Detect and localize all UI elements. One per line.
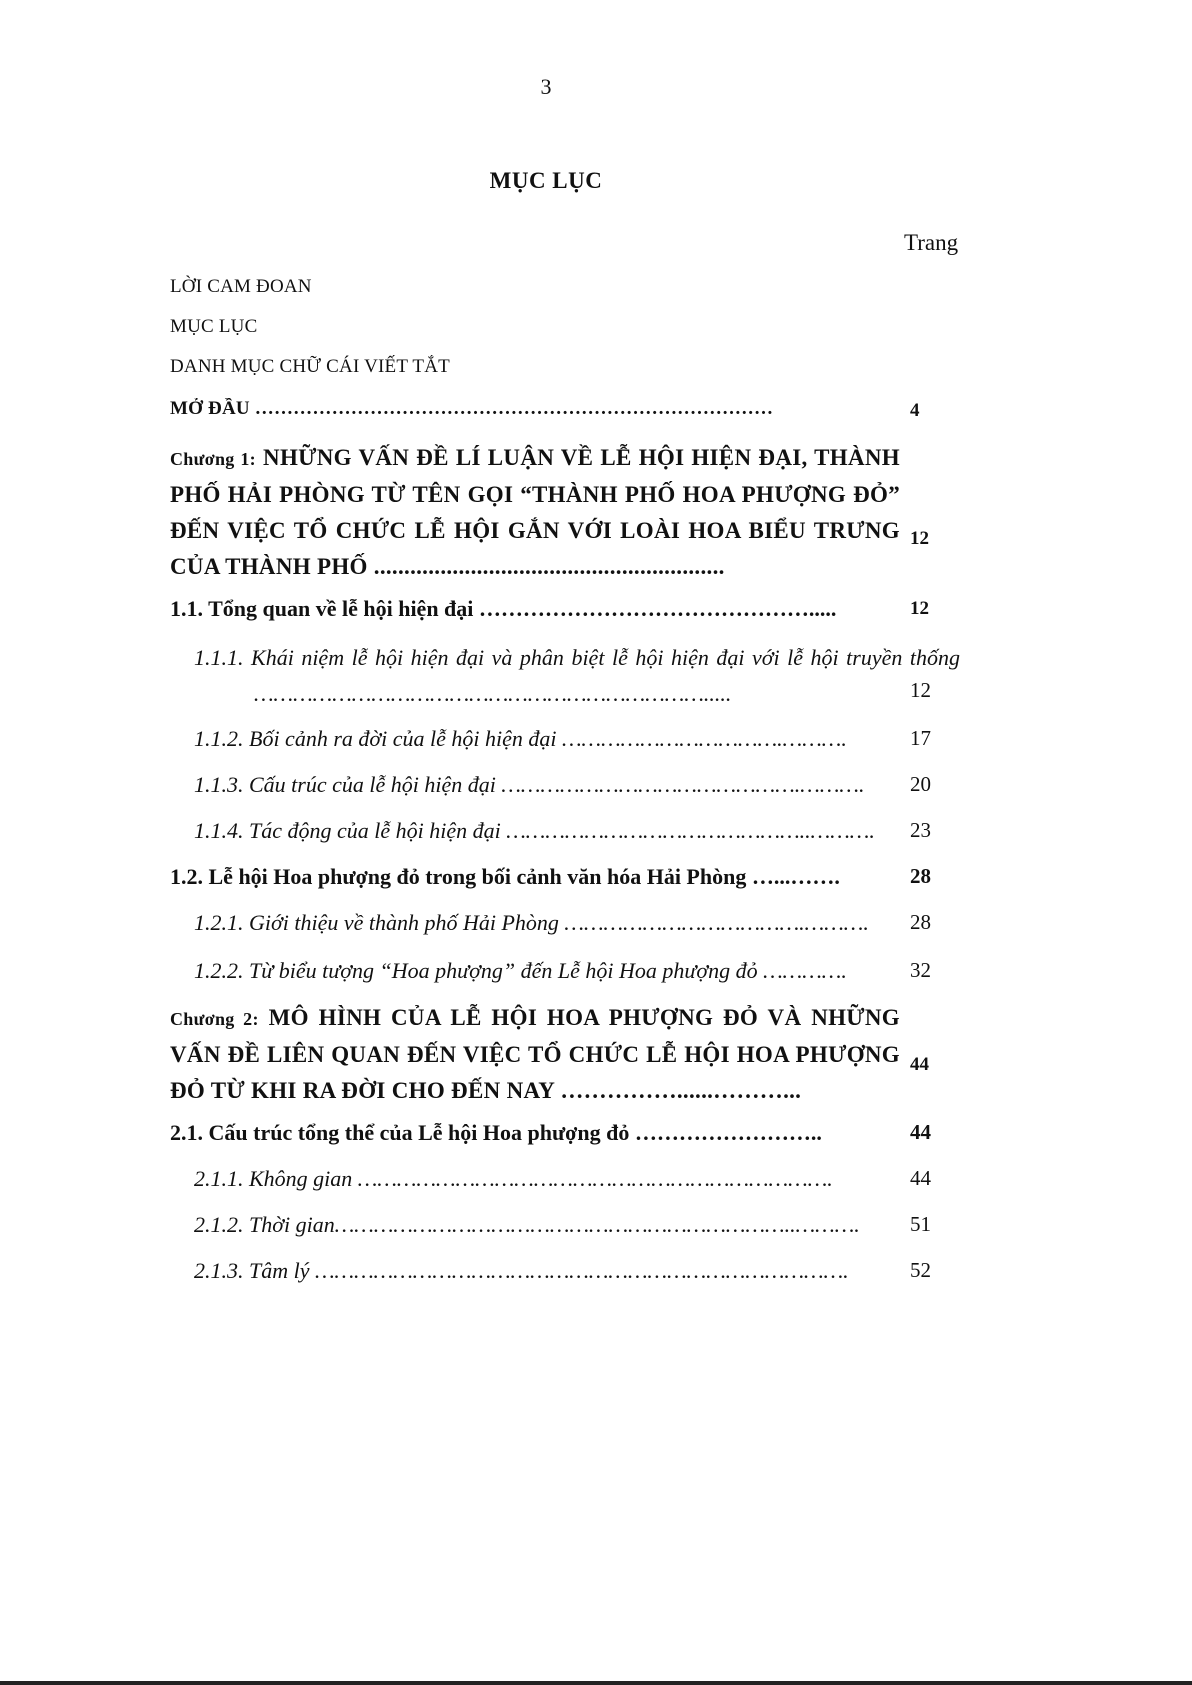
toc-entry-page: 52 xyxy=(910,1258,931,1282)
toc-entry-text: MÔ HÌNH CỦA LỄ HỘI HOA PHƯỢNG ĐỎ VÀ NHỮNG VẤN ĐỀ LIÊN QUAN ĐẾN VIỆC TỔ CHỨC LỄ HỘI HOA PHƯỢNG ĐỎ TỪ KHI RA ĐỜI CHO ĐẾN NAY ……………......………... xyxy=(170,1005,901,1103)
toc-entry-text: 1.1.1. Khái niệm lễ hội hiện đại và phân biệt lễ hội hiện đại với lễ hội truyền thống ……………………………………………………………..... xyxy=(194,645,960,706)
toc-entry-subsection[interactable] xyxy=(194,818,960,844)
toc-entry-page: 44 xyxy=(910,1054,929,1075)
toc-entry-chapter[interactable] xyxy=(170,440,960,585)
toc-entry-subsection[interactable] xyxy=(194,640,960,712)
toc-entry-page: 12 xyxy=(910,678,931,702)
toc-entry-page: 44 xyxy=(910,1166,931,1190)
toc-entry-page: 12 xyxy=(910,598,929,619)
toc-entry-text: 1.2.2. Từ biểu tượng “Hoa phượng” đến Lễ hội Hoa phượng đỏ …………. xyxy=(194,958,847,983)
chapter-prefix: Chương 2: xyxy=(170,1009,259,1029)
toc-entry-text: 1.2. Lễ hội Hoa phượng đỏ trong bối cảnh văn hóa Hải Phòng …...……. xyxy=(170,864,840,889)
toc-entry-text: NHỮNG VẤN ĐỀ LÍ LUẬN VỀ LỄ HỘI HIỆN ĐẠI, THÀNH PHỐ HẢI PHÒNG TỪ TÊN GỌI “THÀNH PHỐ HOA PHƯỢNG ĐỎ” ĐẾN VIỆC TỔ CHỨC LỄ HỘI GẮN VỚI LOÀI HOA BIỂU TRƯNG CỦA THÀNH PHỐ .......................................................... xyxy=(170,445,900,579)
toc-entry-subsection[interactable] xyxy=(194,1166,960,1192)
toc-entry-subsection[interactable] xyxy=(194,772,960,798)
toc-entry-front-matter[interactable] xyxy=(170,356,960,378)
toc-title: MỤC LỤC xyxy=(489,168,603,193)
toc-entry-page: 12 xyxy=(910,528,929,549)
toc-entry-page: 44 xyxy=(910,1120,931,1144)
page-number: 3 xyxy=(540,74,552,99)
toc-entry-page: 28 xyxy=(910,864,931,888)
toc-entry-text: 2.1. Cấu trúc tổng thể của Lễ hội Hoa phượng đỏ …………………….. xyxy=(170,1120,822,1145)
toc-entry-text: 2.1.2. Thời gian……………………………………………………………..………. xyxy=(194,1212,860,1237)
toc-entry-text: 1.2.1. Giới thiệu về thành phố Hải Phòng ……………………………….………. xyxy=(194,910,869,935)
toc-entry-text-wrap xyxy=(170,1000,900,1109)
chapter-prefix: Chương 1: xyxy=(170,449,256,469)
toc-entry-subsection[interactable] xyxy=(194,726,960,752)
toc-entry-intro[interactable] xyxy=(170,398,960,420)
toc-entry-text: 1.1.4. Tác động của lễ hội hiện đại ………………………………………..………. xyxy=(194,818,875,843)
toc-entry-text: 2.1.3. Tâm lý ………………………………………………………………………. xyxy=(194,1258,849,1283)
toc-entry-page: 4 xyxy=(910,400,920,421)
toc-entry-text: 2.1.1. Không gian ………………………………………………………………. xyxy=(194,1166,833,1191)
toc-entry-text: 1.1. Tổng quan về lễ hội hiện đại ………………………………………..... xyxy=(170,596,837,621)
toc-entry-text: LỜI CAM ĐOAN xyxy=(170,276,312,297)
page-column-label: Trang xyxy=(904,230,959,255)
toc-entry-section[interactable] xyxy=(170,864,960,890)
toc-entry-text: MỞ ĐẦU ……………………………………………………………………… xyxy=(170,398,774,419)
toc-entry-page: 28 xyxy=(910,910,931,934)
toc-entry-section[interactable] xyxy=(170,596,960,622)
toc-entry-text: 1.1.2. Bối cảnh ra đời của lễ hội hiện đại …………………………….………. xyxy=(194,726,847,751)
toc-entry-text: DANH MỤC CHỮ CÁI VIẾT TẮT xyxy=(170,356,450,377)
toc-entry-subsection[interactable] xyxy=(194,1258,960,1284)
toc-entry-page: 51 xyxy=(910,1212,931,1236)
toc-entry-text-wrap xyxy=(170,440,900,585)
toc-entry-subsection[interactable] xyxy=(194,958,960,984)
toc-entry-text: MỤC LỤC xyxy=(170,316,258,337)
toc-entry-front-matter[interactable] xyxy=(170,276,960,298)
toc-entry-subsection[interactable] xyxy=(194,910,960,936)
toc-entry-page: 23 xyxy=(910,818,931,842)
toc-entry-page: 32 xyxy=(910,958,931,982)
toc-entry-section[interactable] xyxy=(170,1120,960,1146)
toc-entry-subsection[interactable] xyxy=(194,1212,960,1238)
toc-entry-text: 1.1.3. Cấu trúc của lễ hội hiện đại ……………………………………….………. xyxy=(194,772,865,797)
toc-entry-front-matter[interactable] xyxy=(170,316,960,338)
toc-entry-chapter[interactable] xyxy=(170,1000,960,1109)
toc-entry-page: 17 xyxy=(910,726,931,750)
bottom-edge-rule xyxy=(0,1681,1192,1685)
toc-entry-page: 20 xyxy=(910,772,931,796)
